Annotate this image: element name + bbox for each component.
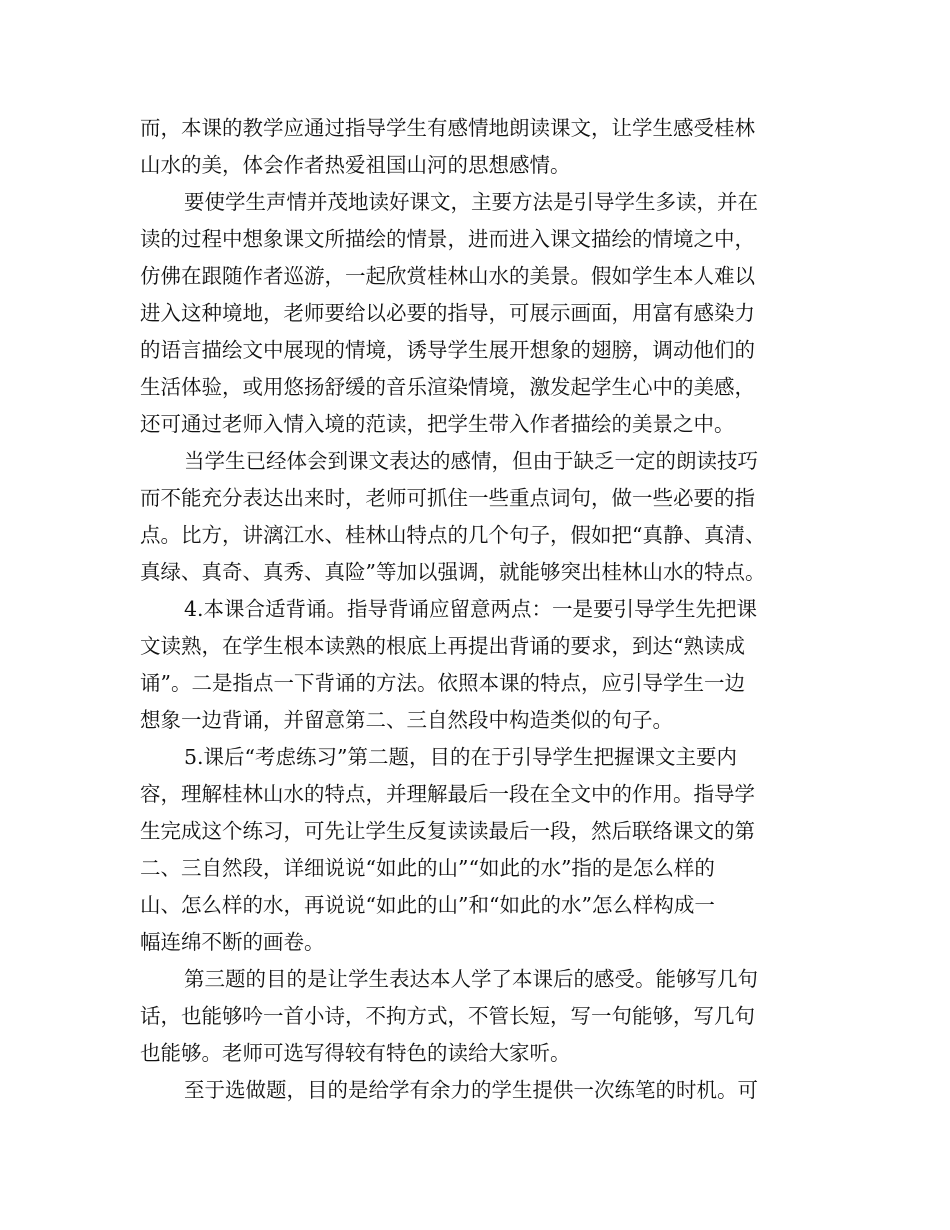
paragraph-2 — [140, 184, 812, 443]
text-line: 当学生已经体会到课文表达的感情，但由于缺乏一定的朗读技巧 — [184, 449, 758, 473]
text-line: 二、三自然段，详细说说“如此的山”“如此的水”指的是怎么样的 — [140, 856, 715, 880]
text-line: 的语言描绘文中展现的情境，诱导学生展开想象的翅膀，调动他们的 — [140, 338, 755, 362]
text-line: 仿佛在跟随作者巡游，一起欣赏桂林山水的美景。假如学生本人难以 — [140, 264, 755, 288]
text-line: 而不能充分表达出来时，老师可抓住一些重点词句，做一些必要的指 — [140, 486, 755, 510]
text-line: 生完成这个练习，可先让学生反复读读最后一段，然后联络课文的第 — [140, 819, 755, 843]
text-line: 点。比方，讲漓江水、桂林山特点的几个句子，假如把“真静、真清、 — [140, 523, 766, 547]
text-line: 4.本课合适背诵。指导背诵应留意两点：一是要引导学生先把课 — [184, 597, 758, 621]
text-line: 诵”。二是指点一下背诵的方法。依照本课的特点，应引导学生一边 — [140, 671, 745, 695]
text-line: 而，本课的教学应通过指导学生有感情地朗读课文，让学生感受桂林 — [140, 116, 755, 140]
text-line: 5.课后“考虑练习”第二题，目的在于引导学生把握课文主要内 — [184, 745, 738, 769]
text-line: 还可通过老师入情入境的范读，把学生带入作者描绘的美景之中。 — [140, 412, 735, 436]
paragraph-7 — [140, 1072, 812, 1109]
text-line: 容，理解桂林山水的特点，并理解最后一段在全文中的作用。指导学 — [140, 782, 755, 806]
text-line: 进入这种境地，老师要给以必要的指导，可展示画面，用富有感染力 — [140, 301, 755, 325]
paragraph-1 — [140, 110, 812, 184]
text-line: 真绿、真奇、真秀、真险”等加以强调，就能够突出桂林山水的特点。 — [140, 560, 766, 584]
text-line: 幅连绵不断的画卷。 — [140, 930, 325, 954]
paragraph-5 — [140, 739, 812, 961]
text-line: 要使学生声情并茂地读好课文，主要方法是引导学生多读，并在 — [184, 190, 758, 214]
document-body — [140, 110, 812, 1109]
text-line: 读的过程中想象课文所描绘的情景，进而进入课文描绘的情境之中， — [140, 227, 755, 251]
text-line: 山水的美，体会作者热爱祖国山河的思想感情。 — [140, 153, 571, 177]
text-line: 第三题的目的是让学生表达本人学了本课后的感受。能够写几句 — [184, 967, 758, 991]
text-line: 山、怎么样的水，再说说“如此的山”和“如此的水”怎么样构成一 — [140, 893, 715, 917]
text-line: 文读熟，在学生根本读熟的根底上再提出背诵的要求，到达“熟读成 — [140, 634, 745, 658]
text-line: 想象一边背诵，并留意第二、三自然段中构造类似的句子。 — [140, 708, 673, 732]
text-line: 生活体验，或用悠扬舒缓的音乐渲染情境，激发起学生心中的美感， — [140, 375, 755, 399]
paragraph-3 — [140, 443, 812, 591]
text-line: 至于选做题，目的是给学有余力的学生提供一次练笔的时机。可 — [184, 1078, 758, 1102]
text-line: 也能够。老师可选写得较有特色的读给大家听。 — [140, 1041, 571, 1065]
paragraph-6 — [140, 961, 812, 1072]
paragraph-4 — [140, 591, 812, 739]
text-line: 话，也能够吟一首小诗，不拘方式，不管长短，写一句能够，写几句 — [140, 1004, 755, 1028]
